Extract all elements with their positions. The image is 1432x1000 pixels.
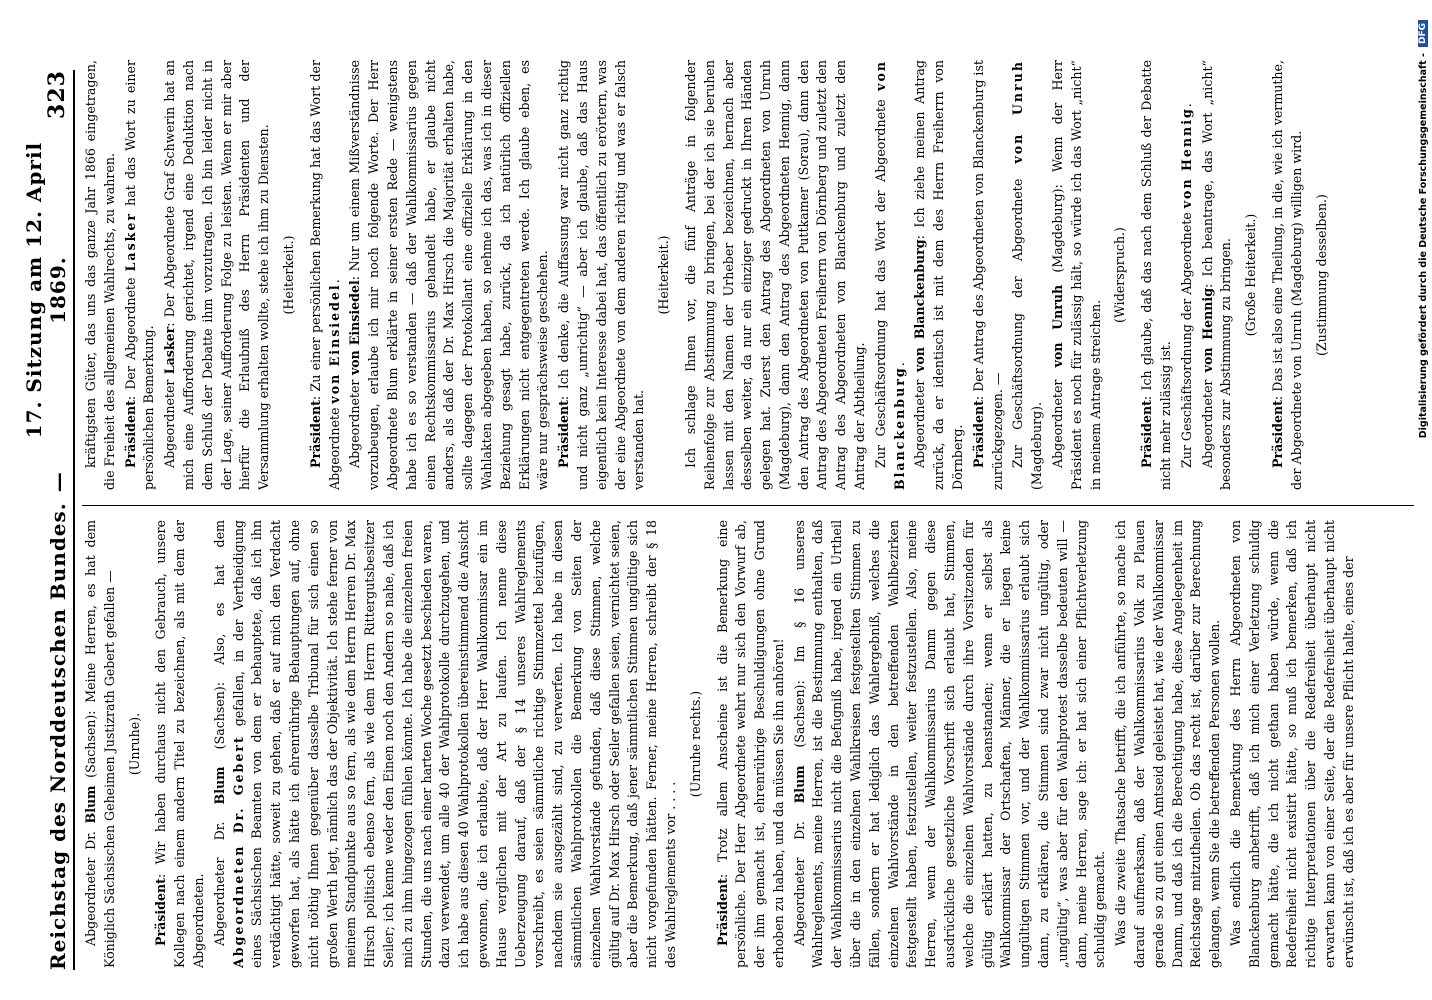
stage-direction xyxy=(655,60,674,490)
paragraph xyxy=(1199,60,1237,490)
speaker-name: Präsident xyxy=(1270,400,1286,468)
paragraph xyxy=(152,520,208,968)
paragraph xyxy=(1009,60,1047,490)
text-run: . xyxy=(326,279,342,284)
text-run: (Magdeburg). xyxy=(1029,401,1045,490)
text-run: Was die zweite Thatsache betrifft, die ich anführte, so mache ich darauf aufmerksam, daß der Wahlkommissarius Volk zu Plauen gerade so zu gut einen Amtseid geleistet hat, wie der Wahlkommissar Damm, und daß ich die Berechtigung habe, diese Angelegenheit im Reichstage mitzutheilen. Ob das recht ist, darüber zur Berechnung gelangen, wenn Sie die betreffenden Personen wollen. xyxy=(1113,520,1223,968)
paragraph xyxy=(1049,60,1105,490)
header-left-title: Reichstag des Norddeutschen Bundes. xyxy=(46,502,70,970)
speaker-name: von Blanckenburg xyxy=(912,239,928,372)
paragraph xyxy=(911,60,967,490)
stage-direction xyxy=(1111,60,1130,490)
column-divider xyxy=(82,505,1414,506)
text-run: (Sachsen): Also, es hat dem xyxy=(211,520,227,767)
stage-direction xyxy=(280,60,299,490)
speaker-name: Präsident xyxy=(714,878,730,946)
paragraph xyxy=(307,60,345,490)
text-run: . xyxy=(1178,103,1194,108)
header-dash: — xyxy=(46,471,70,493)
left-column xyxy=(82,520,1414,968)
text-run: (Unruhe). xyxy=(126,712,142,776)
text-run: : Ich denke, die Auffassung war nicht ganz richtig und nicht ganz „unrichtig“ — aber ich glaube, daß das Haus eigentlich kein Interesse dabei hat, das öffentlich zu erörtern, was der eine Abgeordnete von dem anderen richtig und was er falsch verstanden hat. xyxy=(556,60,647,490)
page-header xyxy=(22,70,75,970)
paragraph xyxy=(1227,520,1359,968)
paragraph xyxy=(555,60,649,490)
text-run: hat das Wort zu einer persönlichen Bemerkung. xyxy=(122,60,157,490)
text-run: : Der Antrag des Abgeordneten von Blanckenburg ist zurückgezogen. — xyxy=(970,60,1005,490)
text-run: Abgeordneter Dr. xyxy=(211,804,227,946)
text-run: : Der Abgeordnete xyxy=(122,271,138,401)
speaker-name: Präsident xyxy=(307,400,323,468)
text-run: Zur Geschäftsordnung der Abgeordnete xyxy=(1010,163,1026,468)
text-run: Abgeordneter xyxy=(1199,372,1215,468)
paragraph xyxy=(872,60,910,490)
speaker-name: Präsident xyxy=(556,400,572,468)
text-run: : Ich ziehe meinen Antrag zurück, da er identisch ist mit dem des Herrn Freiherrn von Dörnberg. xyxy=(912,60,966,490)
speaker-name: Präsident xyxy=(1139,400,1155,468)
text-run: (Widerspruch.) xyxy=(1112,227,1128,323)
speaker-name: von Hennig xyxy=(1199,287,1215,373)
text-run: Abgeordneter xyxy=(162,374,178,468)
speaker-name: von Einsiedel xyxy=(326,283,342,404)
paragraph xyxy=(714,520,789,968)
paragraph xyxy=(82,60,120,490)
text-run: : Ich glaube, daß das nach dem Schluß der Debatte nicht mehr zulässig ist. xyxy=(1139,60,1174,490)
text-run: (Zustimmung desselben.) xyxy=(1313,194,1329,356)
text-run: (Unruhe rechts.) xyxy=(687,690,703,798)
paragraph xyxy=(682,60,870,490)
paragraph xyxy=(791,520,1111,968)
speaker-name: Lasker xyxy=(162,326,178,375)
text-run: Ich schlage Ihnen vor, die fünf Anträge in folgender Reihenfolge zur Abstimmung zu bringen, bei der ich sie beruhen lassen mit den Namen der Urheber bezeichnen, hernach aber desselben weiter, da nur ein einziger gedruckt in Ihren Händen gelegen hat. Zuerst den Antrag des Abgeordneten von Unruh (Magdeburg), dann den Antrag des Abgeordneten Hennig, dann den Antrag des Abgeordneten von Puttkamer (Sorau), dann den Antrag des Abgeordneten Freiherrn von Dörnberg und zuletzt den Antrag des Abgeordneten von Blanckenburg und zuletzt den Antrag der Abtheilung. xyxy=(682,60,868,490)
text-run: : Zu einer persönlichen Bemerkung hat das Wort der Abgeordnete xyxy=(307,60,342,490)
stage-direction xyxy=(1242,60,1261,490)
text-run: : Nur um einem Mißverständnisse vorzubeugen, erlaube ich mir noch folgende Worte. Der Herr Abgeordnete Blum erklärte in seiner ersten Rede — wenigstens habe ich es so verstanden — daß der Wahlkommissarius gegen einen Rechtskommissarius gehandelt habe, er glaube nicht anders, als daß der Dr. Max Hirsch die Majorität erhalten habe, sollte dagegen der Protokollant eine offizielle Erklärung in den Wahlakten abgegeben haben, so nehme ich das, was ich in dieser Beziehung gesagt habe, zurück, da ich natürlich offiziellen Erklärungen nicht entgegentreten werde. Ich glaube eben, es wäre nur gesprächsweise geschehen. xyxy=(347,60,551,490)
text-run: . xyxy=(891,362,907,367)
speaker-name: Blum xyxy=(211,766,227,805)
text-run: Was endlich die Bemerkung des Herrn Abgeordneten von Blanckenburg anbetrifft, daß ich mich einer Verletzung schuldig gemacht hätte, die ich nicht gethan haben würde, wenn die Redefreiheit nicht existirt hätte, so muß ich bemerken, daß ich richtige Interpretationen über die Redefreiheit überhaupt nicht erwarten kann von einer Seite, der die Redefreiheit überhaupt nicht erwünscht ist, daß ich es aber für unsere Pflicht halte, eines der xyxy=(1228,520,1356,968)
stage-direction xyxy=(126,520,145,968)
paragraph xyxy=(346,60,553,490)
text-run: Abgeordneter xyxy=(1050,367,1066,468)
text-run: Abgeordneter xyxy=(912,371,928,468)
speaker-name: Präsident xyxy=(970,400,986,468)
stage-direction xyxy=(1313,60,1332,490)
speaker-name: von Blanckenburg xyxy=(872,60,907,490)
right-column xyxy=(82,60,1414,490)
speaker-name: von Unruh xyxy=(1010,60,1026,164)
text-run: : Trotz allem Anscheine ist die Bemerkung eine persönliche. Der Herr Abgeordnete wehrt nur sich den Vorwurf ab, der ihm gemacht ist, ehrenrührige Beschuldigungen ohne Grund erhoben zu haben, und da müssen Sie ihn anhören! xyxy=(714,520,786,968)
text-run: (Große Heiterkeit.) xyxy=(1243,213,1259,337)
text-run: : Das ist also eine Theilung, in die, wie ich vermuthe, der Abgeordnete von Unruh (Magdeburg) willigen wird. xyxy=(1270,60,1304,490)
paragraph xyxy=(82,520,120,968)
speaker-name: Blum xyxy=(791,765,807,804)
paragraph xyxy=(161,60,274,490)
speaker-name: Lasker xyxy=(122,211,138,272)
speaker-name: Präsident xyxy=(122,400,138,468)
stage-direction xyxy=(687,520,706,968)
speaker-name: Abgeordneten Dr. Gebert xyxy=(230,735,246,968)
text-run: kräftigsten Güter, das uns das ganze Jahr 1866 eingetragen, die Freiheit des allgemeinen Wahlrechts, zu wahren. xyxy=(83,60,117,490)
header-right-title: 17. Sitzung am 12. April 1869. xyxy=(22,141,70,439)
speaker-name: von Unruh xyxy=(1050,284,1066,368)
text-run: Abgeordneter Dr. xyxy=(83,823,98,946)
page-number: 323 xyxy=(44,70,70,119)
speaker-name: von Einsiedel xyxy=(347,280,363,376)
text-run: : Wir haben durchaus nicht den Gebrauch, unsere Kollegen nach einem andern Titel zu bezeichnen, als mit dem der Abgeordneten. xyxy=(153,520,206,968)
paragraph xyxy=(1269,60,1307,490)
text-run: (Heiterkeit.) xyxy=(656,235,672,315)
text-run: : Ich beantrage, das Wort „nicht“ besonders zur Abstimmung zu bringen. xyxy=(1199,60,1234,490)
text-run: (Sachsen): Meine Herren, es hat dem Königlich Sächsischen Geheimen Justizrath Gebert gefallen — xyxy=(83,520,117,968)
paragraph xyxy=(970,60,1008,490)
text-run: Zur Geschäftsordnung der Abgeordnete xyxy=(1178,208,1194,468)
paragraph xyxy=(1178,60,1197,490)
text-run: gefallen, in der Vertheidigung eines Sächsischen Beamten von dem er behauptete, daß ich ihn verdächtigt hätte, soweit zu gehen, daß er auf mich den Verdacht geworfen hat, als hätte ich ehrenrührige Behauptungen auf, ohne nicht nöthig Ihnen gegenüber dasselbe Tribunal für sich einen so großen Werth legt, nämlich das der Objektivität. Ich stehe ferner von meinem Standpunkte aus so fern, als wie dem Herrn Herren Dr. Max Hirsch politisch ebenso fern, als wie dem Herrn Rittergutsbesitzer Seiler; ich kenne weder den Einen noch den Andern so nahe, daß ich mich zu ihm hingezogen fühlen könnte. Ich habe die einzelnen freien Stunden, die uns nach einer harten Woche gesetzt beschieden waren, dazu verwendet, um alle 40 der Wahlprotokolle durchzugehen, und ich habe aus diesen 40 Wahlprotokollen übereinstimmend die Ansicht gewonnen, die ich erlaubte, daß der Herr Wahlkommissar ein im Hause verglichen mit der Art zu laufen. Ich nenne diese Ueberzeugung darauf, daß der § 14 unseres Wahlreglements vorschreibt, es seien sämmtliche richtige Stimmzettel beizufügen, nachdem sie ausgezählt sind, zu verwerfen. Ich habe in diesen sämmtlichen Wahlprotokollen die Bemerkung von Seiten der einzelnen Wahlvorstände gefunden, daß diese Stimmen, welche gültig auf Dr. Max Hirsch oder Seiler gefallen seien, vernichtet seien, aber die Bemerkung, daß jener sämmtlichen Stimmen ungültige sich nicht vorgefunden hätten. Ferner, meine Herren, schreibt der § 18 des Wahlreglements vor . . . . xyxy=(230,520,678,968)
paragraph xyxy=(1138,60,1176,490)
footer-text: Digitalisierung gefördert durch die Deutsche Forschungsgemeinschaft - xyxy=(1417,53,1429,439)
paragraph xyxy=(122,60,160,490)
speaker-name: Blum xyxy=(83,785,98,824)
text-run: : Der Abgeordnete Graf Schwerin hat an mich eine Aufforderung gerichtet, irgend eine Deduktion nach dem Schluß der Debatte ihm vorzutragen. Ich bin leider nicht in der Lage, seiner Aufforderung Folge zu leisten. Wenn er mir aber hierfür die Erlaubniß des Herrn Präsidenten und der Versammlung erhalten wollte, stehe ich ihm zu Diensten. xyxy=(162,60,272,490)
text-run: (Magdeburg): Wenn der Herr Präsident es noch für zulässig hält, so würde ich das Wort „nicht“ in meinem Antrage streichen. xyxy=(1050,60,1103,490)
speaker-name: Präsident xyxy=(153,878,169,946)
paragraph xyxy=(211,520,681,968)
dfg-logo: DFG xyxy=(1418,20,1428,47)
text-run: (Heiterkeit.) xyxy=(280,235,296,315)
text-run: (Sachsen): Im § 16 unseres Wahlreglements, meine Herren, ist die Bestimmung enthalten, daß der Wahlkommissarius nicht die Befugniß habe, irgend ein Urtheil über die in den einzelnen Wahlkreisen festgestellten Stimmen zu fällen, sondern er hat lediglich das Wahlergebniß, welches die einzelnen Wahlvorstände in den betreffenden Wahlbezirken festgestellt haben, festzustellen, weiter festzustellen. Also, meine Herren, wenn der Wahlkommissarius Damm gegen diese ausdrückliche gesetzliche Vorschrift sich erlaubt hat, Stimmen, welche die einzelnen Wahlvorstände durch ihre Vorsitzenden für gültig erklärt hatten, zu beanstanden; wenn er selbst als Wahlkommissar der Ortschaften, Männer, die er liegen keine ungültigen Stimmen vor, und der Wahlkommissarius erlaubt sich dann, zu erklären, die Stimmen sind zwar nicht ungültig, oder „ungültig“, was aber für den Wahlprotest dasselbe bedeuten will — dann, meine Herren, sage ich: er hat sich einer Pflichtverletzung schuldig gemacht. xyxy=(791,520,1108,968)
speaker-name: von Hennig xyxy=(1178,107,1194,209)
text-run: Abgeordneter Dr. xyxy=(791,803,807,946)
text-run: Zur Geschäftsordnung hat das Wort der Abgeordnete xyxy=(872,90,888,468)
text-run: Abgeordneter xyxy=(347,375,363,468)
paragraph xyxy=(1112,520,1225,968)
digitization-footer xyxy=(1416,20,1430,840)
